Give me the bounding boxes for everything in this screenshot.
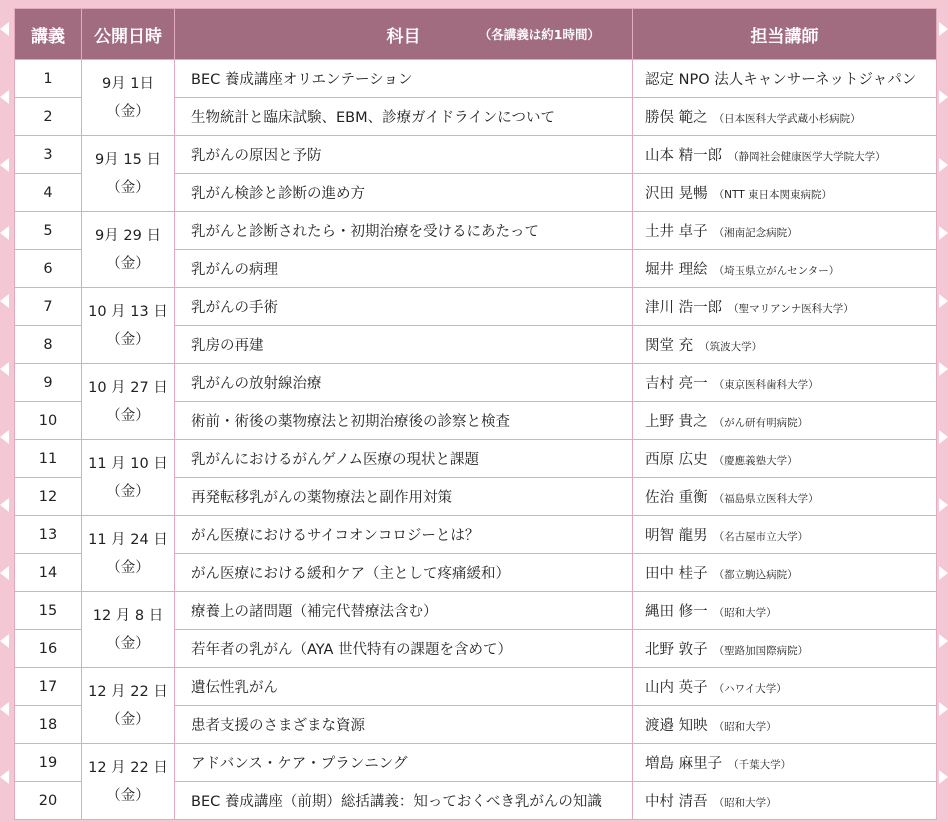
table-row (15, 136, 937, 174)
triangle-mark-icon (939, 566, 948, 580)
triangle-mark-icon (939, 294, 948, 308)
date-text: 10 月 13 日 (88, 303, 168, 320)
lecture-subject: 生物統計と臨床試験、EBM、診療ガイドラインについて (175, 98, 633, 136)
lecture-subject: BEC 養成講座（前期）総括講義：知っておくべき乳がんの知識 (175, 782, 633, 820)
triangle-mark-icon (939, 634, 948, 648)
table-row (15, 440, 937, 478)
triangle-mark-icon (0, 702, 9, 716)
weekday-text: （金） (106, 179, 150, 196)
date-text: 12 月 8 日 (92, 607, 164, 624)
lecturer-name: 増島 麻里子 (645, 756, 723, 772)
lecturer-affiliation: （埼玉県立がんセンター） (713, 265, 840, 277)
lecturer-cell (633, 402, 937, 440)
triangle-mark-icon (0, 226, 9, 240)
lecturer-cell (633, 326, 937, 364)
lecture-date (82, 592, 175, 668)
lecturer-name: 勝俣 範之 (645, 110, 708, 126)
lecturer-affiliation: （昭和大学） (713, 797, 777, 809)
header-date: 公開日時 (82, 9, 175, 60)
lecturer-cell (633, 440, 937, 478)
lecturer-affiliation: （がん研有明病院） (713, 417, 809, 429)
left-edge-decoration (0, 0, 12, 822)
lecture-number: 4 (15, 174, 82, 212)
lecturer-name: 認定 NPO 法人キャンサーネットジャパン (645, 72, 917, 88)
triangle-mark-icon (0, 362, 9, 376)
lecture-date (82, 136, 175, 212)
lecture-subject: 患者支援のさまざまな資源 (175, 706, 633, 744)
lecture-subject: 遺伝性乳がん (175, 668, 633, 706)
lecturer-cell (633, 668, 937, 706)
triangle-mark-icon (939, 22, 948, 36)
lecture-subject: 術前・術後の薬物療法と初期治療後の診察と検査 (175, 402, 633, 440)
lecturer-cell (633, 98, 937, 136)
lecturer-cell (633, 60, 937, 98)
lecture-number: 19 (15, 744, 82, 782)
weekday-text: （金） (106, 559, 150, 576)
lecture-subject: 療養上の諸問題（補完代替療法含む） (175, 592, 633, 630)
triangle-mark-icon (0, 158, 9, 172)
triangle-mark-icon (939, 158, 948, 172)
lecture-number: 5 (15, 212, 82, 250)
lecture-number: 20 (15, 782, 82, 820)
lecturer-affiliation: （慶應義塾大学） (713, 455, 798, 467)
weekday-text: （金） (106, 711, 150, 728)
lecture-number: 3 (15, 136, 82, 174)
triangle-mark-icon (939, 362, 948, 376)
table-row (15, 668, 937, 706)
triangle-mark-icon (939, 430, 948, 444)
lecturer-name: 上野 貴之 (645, 414, 708, 430)
lecturer-cell (633, 554, 937, 592)
lecturer-cell (633, 478, 937, 516)
table-row (15, 516, 937, 554)
lecture-date (82, 288, 175, 364)
lecture-subject: 再発転移乳がんの薬物療法と副作用対策 (175, 478, 633, 516)
lecture-number: 16 (15, 630, 82, 668)
lecture-number: 2 (15, 98, 82, 136)
lecture-number: 17 (15, 668, 82, 706)
lecturer-affiliation: （昭和大学） (713, 721, 777, 733)
table-row (15, 364, 937, 402)
lecture-number: 18 (15, 706, 82, 744)
lecture-number: 13 (15, 516, 82, 554)
lecture-subject: 乳がんの病理 (175, 250, 633, 288)
header-subject (175, 9, 633, 60)
lecturer-affiliation: （日本医科大学武蔵小杉病院） (713, 113, 861, 125)
lecturer-affiliation: （静岡社会健康医学大学院大学） (728, 151, 886, 163)
lecturer-cell (633, 744, 937, 782)
lecture-subject: 乳がんにおけるがんゲノム医療の現状と課題 (175, 440, 633, 478)
table-row (15, 212, 937, 250)
lecture-date (82, 212, 175, 288)
lecture-subject: 若年者の乳がん（AYA 世代特有の課題を含めて） (175, 630, 633, 668)
lecturer-affiliation: （NTT 東日本関東病院） (713, 189, 832, 201)
lecture-date (82, 516, 175, 592)
lecturer-affiliation: （都立駒込病院） (713, 569, 798, 581)
header-lecturer: 担当講師 (633, 9, 937, 60)
triangle-mark-icon (939, 770, 948, 784)
lecturer-affiliation: （福島県立医科大学） (713, 493, 819, 505)
lecture-subject: 乳房の再建 (175, 326, 633, 364)
lecturer-name: 北野 敦子 (645, 642, 708, 658)
lecturer-cell (633, 630, 937, 668)
header-subject-note: （各講義は約1時間） (478, 27, 600, 42)
lecturer-cell (633, 212, 937, 250)
lecture-date (82, 744, 175, 820)
weekday-text: （金） (106, 331, 150, 348)
lecturer-affiliation: （名古屋市立大学） (713, 531, 809, 543)
lecturer-cell (633, 364, 937, 402)
header-lecture-number: 講義 (15, 9, 82, 60)
lecturer-name: 吉村 亮一 (645, 376, 708, 392)
lecturer-name: 堀井 理絵 (645, 262, 708, 278)
lecturer-cell (633, 288, 937, 326)
lecturer-affiliation: （東京医科歯科大学） (713, 379, 819, 391)
lecturer-affiliation: （筑波大学） (699, 341, 763, 353)
lecturer-name: 山本 精一郎 (645, 148, 723, 164)
triangle-mark-icon (939, 702, 948, 716)
lecture-date (82, 440, 175, 516)
lecturer-cell (633, 174, 937, 212)
header-row (15, 9, 937, 60)
lecturer-affiliation: （湘南記念病院） (713, 227, 798, 239)
lecturer-name: 沢田 晃暢 (645, 186, 708, 202)
lecturer-cell (633, 706, 937, 744)
date-text: 9月 29 日 (95, 227, 161, 244)
triangle-mark-icon (0, 498, 9, 512)
lecture-number: 10 (15, 402, 82, 440)
lecture-number: 1 (15, 60, 82, 98)
lecture-subject: 乳がん検診と診断の進め方 (175, 174, 633, 212)
lecturer-name: 津川 浩一郎 (645, 300, 723, 316)
triangle-mark-icon (0, 634, 9, 648)
lecturer-name: 関堂 充 (645, 338, 694, 354)
weekday-text: （金） (106, 787, 150, 804)
lecturer-name: 明智 龍男 (645, 528, 708, 544)
lecturer-cell (633, 136, 937, 174)
header-subject-label: 科目 (386, 26, 421, 47)
lecture-subject: がん医療における緩和ケア（主として疼痛緩和） (175, 554, 633, 592)
lecturer-name: 山内 英子 (645, 680, 708, 696)
lecturer-name: 中村 清吾 (645, 794, 708, 810)
date-text: 12 月 22 日 (88, 683, 168, 700)
triangle-mark-icon (0, 22, 9, 36)
date-text: 12 月 22 日 (88, 759, 168, 776)
lecturer-name: 西原 広史 (645, 452, 708, 468)
lecturer-name: 縄田 修一 (645, 604, 708, 620)
weekday-text: （金） (106, 635, 150, 652)
triangle-mark-icon (0, 770, 9, 784)
triangle-mark-icon (0, 566, 9, 580)
lecturer-cell (633, 592, 937, 630)
lecture-subject: BEC 養成講座オリエンテーション (175, 60, 633, 98)
lecture-number: 9 (15, 364, 82, 402)
lecture-subject: 乳がんの手術 (175, 288, 633, 326)
lecture-date (82, 60, 175, 136)
lecture-subject: 乳がんの放射線治療 (175, 364, 633, 402)
lecturer-name: 田中 桂子 (645, 566, 708, 582)
triangle-mark-icon (939, 90, 948, 104)
lecturer-name: 渡邉 知映 (645, 718, 708, 734)
lecturer-name: 佐治 重衡 (645, 490, 708, 506)
weekday-text: （金） (106, 103, 150, 120)
lecture-date (82, 668, 175, 744)
lecture-number: 6 (15, 250, 82, 288)
lecture-date (82, 364, 175, 440)
lecture-number: 8 (15, 326, 82, 364)
date-text: 10 月 27 日 (88, 379, 168, 396)
date-text: 9月 1日 (101, 75, 155, 92)
table-row (15, 288, 937, 326)
lecturer-cell (633, 250, 937, 288)
triangle-mark-icon (0, 430, 9, 444)
date-text: 11 月 24 日 (88, 531, 168, 548)
lecturer-affiliation: （千葉大学） (728, 759, 792, 771)
triangle-mark-icon (939, 226, 948, 240)
date-text: 11 月 10 日 (88, 455, 168, 472)
table-row (15, 592, 937, 630)
lecturer-affiliation: （聖マリアンナ医科大学） (728, 303, 854, 315)
weekday-text: （金） (106, 407, 150, 424)
lecture-schedule-table (14, 8, 937, 820)
lecture-number: 11 (15, 440, 82, 478)
table-row (15, 60, 937, 98)
lecture-number: 14 (15, 554, 82, 592)
right-edge-decoration (936, 0, 948, 822)
weekday-text: （金） (106, 483, 150, 500)
lecturer-name: 土井 卓子 (645, 224, 708, 240)
lecture-number: 12 (15, 478, 82, 516)
weekday-text: （金） (106, 255, 150, 272)
triangle-mark-icon (0, 294, 9, 308)
lecturer-cell (633, 516, 937, 554)
table-row (15, 744, 937, 782)
lecture-number: 15 (15, 592, 82, 630)
triangle-mark-icon (0, 90, 9, 104)
triangle-mark-icon (939, 498, 948, 512)
lecture-subject: 乳がんの原因と予防 (175, 136, 633, 174)
lecture-number: 7 (15, 288, 82, 326)
lecturer-cell (633, 782, 937, 820)
lecturer-affiliation: （聖路加国際病院） (713, 645, 809, 657)
lecture-subject: がん医療におけるサイコオンコロジーとは？ (175, 516, 633, 554)
lecture-subject: アドバンス・ケア・プランニング (175, 744, 633, 782)
lecturer-affiliation: （ハワイ大学） (713, 683, 787, 695)
date-text: 9月 15 日 (95, 151, 161, 168)
lecturer-affiliation: （昭和大学） (713, 607, 777, 619)
lecture-subject: 乳がんと診断されたら・初期治療を受けるにあたって (175, 212, 633, 250)
